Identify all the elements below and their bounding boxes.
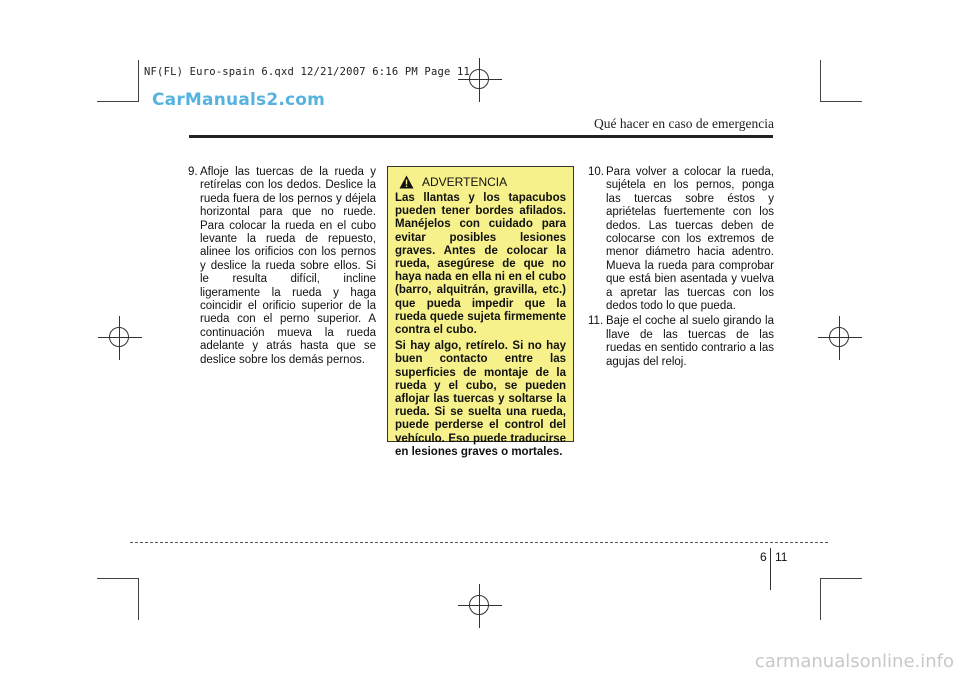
site-watermark: CarManuals2.com [152, 90, 326, 110]
section-header-title: Qué hacer en caso de emergencia [593, 116, 774, 131]
registration-mark-right [818, 316, 862, 360]
footer-dashed-rule [130, 542, 828, 543]
crop-mark [97, 101, 139, 102]
warning-box [387, 166, 574, 458]
header-rule [189, 135, 773, 138]
warning-triangle-icon [399, 175, 414, 189]
print-slug-line: NF(FL) Euro-spain 6.qxd 12/21/2007 6:16 PM Page 11 [144, 66, 471, 78]
step-number: 10. [588, 166, 604, 178]
step-number: 9. [188, 166, 198, 178]
crop-mark [820, 101, 862, 102]
instruction-step [188, 166, 376, 367]
warning-title: ADVERTENCIA [422, 175, 508, 189]
step-text: Afloje las tuercas de la rueda y retírelas con los dedos. Deslice la rueda fuera de los pernos y déjela horizontal para que no ruede. Para colocar la rueda en el cubo levante la rueda de repuesto, alinee los orificios con los pernos y deslice la rueda sobre ellos. Si le resulta difícil, incline ligeramente la rueda y haga coincidir el orificio superior de la rueda con el perno superior. A continuación mueva la rueda adelante y atrás hasta que se deslice sobre los demás pernos. [200, 166, 376, 366]
crop-mark [138, 578, 139, 620]
step-text: Para volver a colocar la rueda, sujétela en los pernos, ponga las tuercas sobre éstos y apriételas fuertemente con los dedos. Las tuercas deben de colocarse con los extremos de menor diámetro hacia adentro. Mueva la rueda para comprobar que está bien asentada y vuelva a apretar las tuercas con los dedos todo lo que pueda. [606, 166, 774, 313]
instruction-step [588, 166, 774, 313]
step-text: Baje el coche al suelo girando la llave de las tuercas de las ruedas en sentido contrario a las agujas del reloj. [606, 315, 774, 368]
page-number: 11 [775, 550, 788, 564]
registration-mark-left [98, 316, 142, 360]
source-watermark: carmanualsonline.info [754, 651, 954, 672]
warning-paragraph: Las llantas y los tapacubos pueden tener bordes afilados. Manéjelos con cuidado para evitar posibles lesiones graves. Antes de colocar la rueda, asegúrese de que no haya nada en ella ni en el cubo (barro, alquitrán, gravilla, etc.) que pueda impedir que la rueda quede sujeta firmemente contra el cubo. [395, 192, 566, 337]
registration-mark-top [458, 58, 502, 102]
warning-header [399, 175, 566, 189]
step-number: 11. [588, 315, 604, 328]
crop-mark [820, 60, 821, 102]
crop-mark [97, 578, 139, 579]
warning-paragraph: Si hay algo, retírelo. Si no hay buen contacto entre las superficies de montaje de la rueda y el cubo, se pueden aflojar las tuercas y soltarse la rueda. Si se suelta una rueda, puede perderse el control del vehículo. Eso puede traducirse en lesiones graves o mortales. [395, 340, 566, 458]
left-column [188, 166, 376, 369]
crop-mark [820, 578, 862, 579]
crop-mark [138, 60, 139, 102]
page-number-divider [770, 548, 771, 590]
section-number: 6 [760, 550, 767, 564]
right-column [588, 166, 774, 371]
crop-mark [820, 578, 821, 620]
registration-mark-bottom [458, 584, 502, 628]
instruction-step [588, 315, 774, 369]
